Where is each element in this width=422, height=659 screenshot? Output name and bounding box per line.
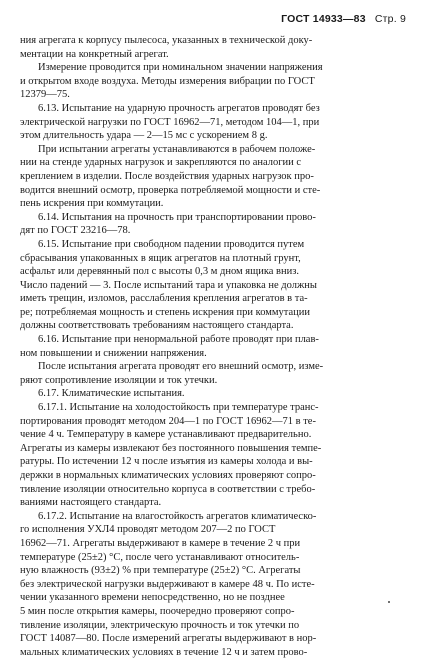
text-line: держки в нормальных климатических условиях проверяют сопро-	[20, 470, 316, 481]
text-line: тивление изоляции относительно корпуса в соответствии с требо-	[20, 483, 316, 495]
text-line: Измерение проводится при номинальном значении напряжения	[38, 62, 323, 74]
text-line: пень искрения при коммутации.	[20, 198, 164, 210]
text-line: тивление изоляции, электрическую прочность и ток утечки по	[20, 619, 300, 631]
text-line: ряют сопротивление изоляции и ток утечки.	[20, 374, 218, 386]
text-line: иметь трещин, изломов, расслабления крепления агрегатов в та-	[20, 293, 308, 305]
text-line: После испытания агрегата проводят его внешний осмотр, изме-	[38, 361, 324, 373]
text-line: го исполнения УХЛ4 проводят методом 207—2 по ГОСТ	[20, 524, 276, 536]
text-line: Агрегаты из камеры извлекают без постоянного повышения темпе-	[20, 442, 322, 454]
text-line: ном повышении и снижении напряжения.	[20, 347, 207, 359]
text-line: портирования проводят методом 204—1 по ГОСТ 16962—71 в те-	[20, 415, 316, 427]
text-line: ную влажность (93±2) % при температуре (25±2) °С. Агрегаты	[20, 565, 301, 577]
text-line: Число падений — 3. После испытаний тара и упаковка не должны	[20, 279, 317, 291]
text-line: ГОСТ 14087—80. После измерений агрегаты выдерживают в нор-	[20, 633, 317, 645]
page-number: Стр. 9	[374, 13, 406, 25]
text-line: чении указанного времени непосредственно, но не позднее	[20, 592, 285, 604]
text-line: 6.17.1. Испытание на холодостойкость при температуре транс-	[38, 402, 319, 414]
text-line: дят по ГОСТ 23216—78.	[20, 225, 131, 237]
text-line: 16962—71. Агрегаты выдерживают в камере в течение 2 ч при	[20, 537, 301, 549]
text-line: мальных климатических условиях в течение 12 ч и затем прово-	[20, 646, 308, 658]
text-line: водится внешний осмотр, проверка потребляемой мощности и сте-	[20, 184, 321, 196]
text-line: 12379—75.	[20, 89, 70, 101]
standard-number: ГОСТ 14933—83	[281, 13, 366, 25]
page-header	[281, 13, 406, 25]
text-line: этом длительность удара — 2—15 мс с ускорением 8 g.	[20, 130, 268, 142]
text-line: 6.14. Испытания на прочность при транспортировании прово-	[38, 211, 316, 223]
text-line: 5 мин после открытия камеры, поочередно проверяют сопро-	[20, 605, 295, 617]
text-line: При испытании агрегаты устанавливаются в рабочем положе-	[38, 143, 316, 155]
scan-speck	[388, 601, 390, 603]
text-line: ратуры. По истечении 12 ч после изъятия из камеры холода и вы-	[20, 456, 313, 468]
text-line: электрической нагрузки по ГОСТ 16962—71, методом 104—1, при	[20, 116, 320, 128]
text-line: нии на стенде ударных нагрузок и закрепляются по аналогии с	[20, 157, 302, 169]
text-line: 6.13. Испытание на ударную прочность агрегатов проводят без	[38, 102, 320, 114]
text-line: и открытом входе воздуха. Методы измерения вибрации по ГОСТ	[20, 75, 315, 87]
text-line: без электрической нагрузки выдерживают в камере 48 ч. По исте-	[20, 578, 315, 590]
text-line: ментации на конкретный агрегат.	[20, 48, 169, 60]
text-line: 6.17.2. Испытание на влагостойкость агрегатов климатическо-	[38, 510, 317, 522]
text-line: должны соответствовать требованиям настоящего стандарта.	[20, 320, 294, 332]
text-line: ваниями настоящего стандарта.	[20, 497, 162, 509]
document-body	[20, 34, 414, 659]
text-line: 6.16. Испытание при ненормальной работе проводят при плав-	[38, 334, 319, 346]
text-line: температуре (25±2) °С, после чего устанавливают относитель-	[20, 551, 300, 563]
text-line: ре; потребляемая мощность и степень искрения при коммутации	[20, 306, 311, 318]
text-line: ния агрегата к корпусу пылесоса, указанных в технической доку-	[20, 35, 313, 46]
text-line: 6.17. Климатические испытания.	[38, 388, 185, 400]
text-line: асфальт или деревянный пол с высоты 0,3 м дном ящика вниз.	[20, 266, 300, 278]
text-line: чение 4 ч. Температуру в камере устанавливают предварительно.	[20, 429, 312, 441]
text-line: сбрасывания упакованных в ящик агрегатов на плотный грунт,	[20, 252, 301, 264]
text-line: креплением в изделии. После воздействия ударных нагрузок про-	[20, 170, 314, 182]
text-line: 6.15. Испытание при свободном падении проводится путем	[38, 238, 305, 250]
